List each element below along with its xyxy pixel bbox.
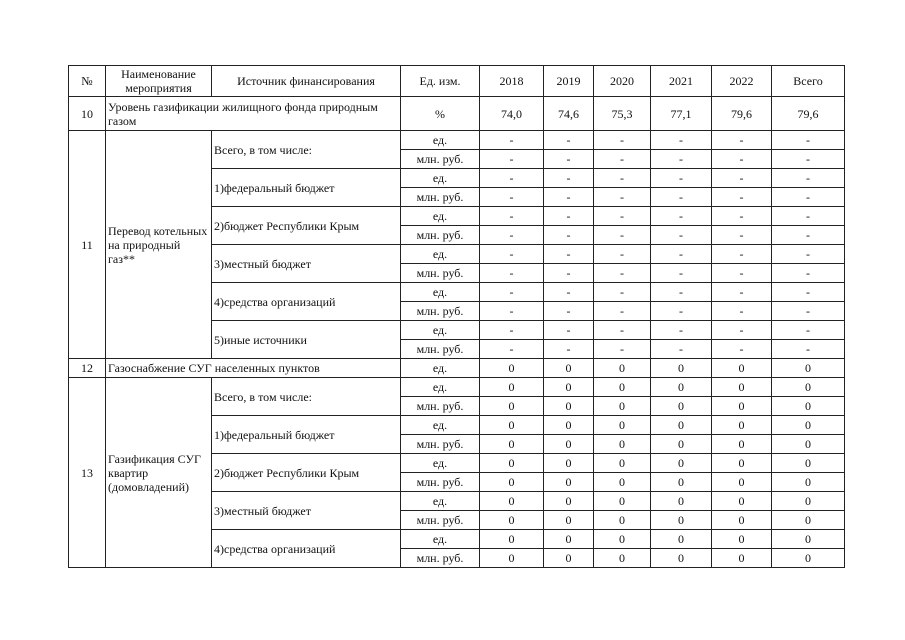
- value-cell: 74,0: [480, 97, 544, 131]
- value-cell: -: [594, 283, 651, 302]
- value-cell: 0: [712, 378, 772, 397]
- value-cell: 74,6: [544, 97, 594, 131]
- value-cell: -: [594, 245, 651, 264]
- header-unit: Ед. изм.: [401, 66, 480, 97]
- unit-cell: ед.: [401, 378, 480, 397]
- unit-cell: ед.: [401, 530, 480, 549]
- row-12: [69, 359, 845, 378]
- measure-name: Газоснабжение СУГ населенных пунктов: [106, 359, 401, 378]
- unit-cell: ед.: [401, 131, 480, 150]
- value-cell: 0: [651, 435, 712, 454]
- funding-source: Всего, в том числе:: [212, 131, 401, 169]
- value-cell: 0: [544, 378, 594, 397]
- value-cell: 0: [651, 416, 712, 435]
- unit-cell: млн. руб.: [401, 511, 480, 530]
- value-cell: 77,1: [651, 97, 712, 131]
- value-cell: 0: [544, 454, 594, 473]
- value-cell: 0: [651, 359, 712, 378]
- unit-cell: млн. руб.: [401, 302, 480, 321]
- funding-source: 1)федеральный бюджет: [212, 416, 401, 454]
- value-cell: 0: [480, 378, 544, 397]
- unit-cell: млн. руб.: [401, 226, 480, 245]
- value-cell: 0: [772, 473, 845, 492]
- value-cell: -: [544, 302, 594, 321]
- funding-source: 4)средства организаций: [212, 283, 401, 321]
- value-cell: 0: [651, 511, 712, 530]
- value-cell: 0: [544, 359, 594, 378]
- funding-source: Всего, в том числе:: [212, 378, 401, 416]
- header-year: 2022: [712, 66, 772, 97]
- value-cell: 0: [544, 473, 594, 492]
- header-name: Наименование мероприятия: [106, 66, 212, 97]
- row-13-block: [69, 378, 845, 568]
- unit-cell: ед.: [401, 169, 480, 188]
- value-cell: -: [651, 302, 712, 321]
- value-cell: 79,6: [712, 97, 772, 131]
- header-year: 2019: [544, 66, 594, 97]
- value-cell: 0: [594, 549, 651, 568]
- value-cell: 0: [712, 435, 772, 454]
- value-cell: 0: [594, 473, 651, 492]
- value-cell: -: [772, 340, 845, 359]
- value-cell: 0: [594, 359, 651, 378]
- value-cell: -: [480, 321, 544, 340]
- value-cell: -: [651, 245, 712, 264]
- value-cell: 0: [594, 397, 651, 416]
- value-cell: -: [544, 169, 594, 188]
- value-cell: 0: [772, 492, 845, 511]
- funding-source: 3)местный бюджет: [212, 245, 401, 283]
- value-cell: 0: [772, 378, 845, 397]
- header-total: Всего: [772, 66, 845, 97]
- measure-name: Газификация СУГ квартир (домовладений): [106, 378, 212, 568]
- unit-cell: ед.: [401, 207, 480, 226]
- unit-cell: млн. руб.: [401, 549, 480, 568]
- value-cell: -: [712, 169, 772, 188]
- value-cell: 0: [594, 454, 651, 473]
- value-cell: -: [651, 169, 712, 188]
- sub-row: [69, 378, 845, 397]
- unit-cell: ед.: [401, 492, 480, 511]
- value-cell: -: [544, 340, 594, 359]
- value-cell: 0: [772, 511, 845, 530]
- value-cell: -: [712, 150, 772, 169]
- value-cell: -: [712, 264, 772, 283]
- value-cell: 0: [651, 378, 712, 397]
- row-11-block: [69, 131, 845, 359]
- value-cell: -: [651, 264, 712, 283]
- unit-cell: млн. руб.: [401, 188, 480, 207]
- funding-source: 3)местный бюджет: [212, 492, 401, 530]
- funding-source: 2)бюджет Республики Крым: [212, 207, 401, 245]
- value-cell: 0: [544, 492, 594, 511]
- header-num: №: [69, 66, 106, 97]
- value-cell: 0: [712, 454, 772, 473]
- value-cell: 0: [712, 492, 772, 511]
- value-cell: -: [480, 207, 544, 226]
- unit-cell: млн. руб.: [401, 397, 480, 416]
- value-cell: -: [651, 283, 712, 302]
- value-cell: 0: [712, 549, 772, 568]
- value-cell: -: [772, 283, 845, 302]
- value-cell: -: [712, 226, 772, 245]
- value-cell: 0: [594, 530, 651, 549]
- unit-cell: ед.: [401, 359, 480, 378]
- row-number: 11: [69, 131, 106, 359]
- value-cell: -: [480, 264, 544, 283]
- header-year: 2021: [651, 66, 712, 97]
- value-cell: 0: [772, 416, 845, 435]
- unit-cell: млн. руб.: [401, 435, 480, 454]
- value-cell: 0: [712, 359, 772, 378]
- value-cell: -: [651, 226, 712, 245]
- value-cell: -: [544, 283, 594, 302]
- value-cell: -: [544, 131, 594, 150]
- value-cell: -: [480, 245, 544, 264]
- value-cell: 0: [480, 416, 544, 435]
- value-cell: 0: [594, 492, 651, 511]
- row-number: 13: [69, 378, 106, 568]
- value-cell: -: [544, 150, 594, 169]
- value-cell: 0: [480, 473, 544, 492]
- value-cell: 0: [480, 492, 544, 511]
- unit-cell: %: [401, 97, 480, 131]
- header-row: [69, 66, 845, 97]
- value-cell: -: [712, 188, 772, 207]
- value-cell: 0: [712, 511, 772, 530]
- value-cell: -: [712, 207, 772, 226]
- value-cell: -: [594, 207, 651, 226]
- value-cell: 0: [480, 397, 544, 416]
- value-cell: -: [712, 131, 772, 150]
- value-cell: -: [480, 226, 544, 245]
- value-cell: -: [772, 131, 845, 150]
- value-cell: -: [594, 321, 651, 340]
- header-year: 2018: [480, 66, 544, 97]
- row-number: 10: [69, 97, 106, 131]
- value-cell: -: [651, 131, 712, 150]
- value-cell: 0: [651, 397, 712, 416]
- financing-table: [68, 65, 845, 568]
- value-cell: 0: [712, 416, 772, 435]
- value-cell: 0: [594, 435, 651, 454]
- value-cell: -: [772, 302, 845, 321]
- row-number: 12: [69, 359, 106, 378]
- unit-cell: млн. руб.: [401, 150, 480, 169]
- header-year: 2020: [594, 66, 651, 97]
- value-cell: -: [712, 340, 772, 359]
- value-cell: 0: [544, 530, 594, 549]
- value-cell: -: [651, 321, 712, 340]
- value-cell: -: [594, 226, 651, 245]
- value-cell: 75,3: [594, 97, 651, 131]
- value-cell: -: [772, 226, 845, 245]
- value-cell: 0: [544, 549, 594, 568]
- value-cell: -: [772, 188, 845, 207]
- value-cell: 0: [544, 397, 594, 416]
- value-cell: -: [544, 264, 594, 283]
- measure-name: Перевод котельных на природный газ**: [106, 131, 212, 359]
- value-cell: 0: [594, 511, 651, 530]
- funding-source: 1)федеральный бюджет: [212, 169, 401, 207]
- measure-name: Уровень газификации жилищного фонда природным газом: [106, 97, 401, 131]
- value-cell: -: [772, 245, 845, 264]
- value-cell: -: [651, 207, 712, 226]
- value-cell: 0: [772, 359, 845, 378]
- value-cell: -: [712, 302, 772, 321]
- funding-source: 2)бюджет Республики Крым: [212, 454, 401, 492]
- header-source: Источник финансирования: [212, 66, 401, 97]
- value-cell: -: [651, 150, 712, 169]
- value-cell: -: [712, 321, 772, 340]
- value-cell: 0: [772, 549, 845, 568]
- value-cell: 0: [544, 511, 594, 530]
- value-cell: 0: [594, 416, 651, 435]
- value-cell: -: [772, 150, 845, 169]
- value-cell: -: [594, 169, 651, 188]
- value-cell: -: [594, 131, 651, 150]
- value-cell: 0: [772, 397, 845, 416]
- value-cell: 0: [651, 454, 712, 473]
- financing-table-page: [68, 65, 845, 568]
- value-cell: 0: [544, 435, 594, 454]
- value-cell: -: [480, 283, 544, 302]
- value-cell: -: [544, 245, 594, 264]
- value-cell: 0: [651, 549, 712, 568]
- value-cell: -: [594, 340, 651, 359]
- value-cell: 0: [480, 530, 544, 549]
- value-cell: -: [480, 131, 544, 150]
- value-cell: -: [594, 188, 651, 207]
- value-cell: 0: [544, 416, 594, 435]
- unit-cell: млн. руб.: [401, 340, 480, 359]
- value-cell: -: [480, 302, 544, 321]
- value-cell: -: [594, 264, 651, 283]
- unit-cell: ед.: [401, 283, 480, 302]
- funding-source: 4)средства организаций: [212, 530, 401, 568]
- unit-cell: ед.: [401, 454, 480, 473]
- value-cell: 0: [712, 530, 772, 549]
- value-cell: -: [544, 321, 594, 340]
- value-cell: -: [544, 226, 594, 245]
- unit-cell: млн. руб.: [401, 264, 480, 283]
- value-cell: 79,6: [772, 97, 845, 131]
- unit-cell: млн. руб.: [401, 473, 480, 492]
- unit-cell: ед.: [401, 321, 480, 340]
- value-cell: -: [480, 340, 544, 359]
- value-cell: 0: [651, 530, 712, 549]
- value-cell: 0: [651, 473, 712, 492]
- value-cell: -: [772, 321, 845, 340]
- value-cell: -: [651, 188, 712, 207]
- unit-cell: ед.: [401, 245, 480, 264]
- value-cell: -: [544, 188, 594, 207]
- sub-row: [69, 131, 845, 150]
- value-cell: -: [480, 169, 544, 188]
- value-cell: -: [544, 207, 594, 226]
- value-cell: -: [594, 302, 651, 321]
- value-cell: 0: [480, 359, 544, 378]
- value-cell: -: [772, 207, 845, 226]
- value-cell: -: [712, 283, 772, 302]
- value-cell: -: [480, 150, 544, 169]
- value-cell: -: [651, 340, 712, 359]
- unit-cell: ед.: [401, 416, 480, 435]
- value-cell: 0: [712, 473, 772, 492]
- value-cell: -: [772, 264, 845, 283]
- value-cell: 0: [480, 435, 544, 454]
- row-10: [69, 97, 845, 131]
- value-cell: 0: [772, 454, 845, 473]
- value-cell: -: [772, 169, 845, 188]
- value-cell: 0: [772, 435, 845, 454]
- value-cell: 0: [594, 378, 651, 397]
- value-cell: -: [480, 188, 544, 207]
- value-cell: 0: [480, 454, 544, 473]
- value-cell: 0: [651, 492, 712, 511]
- value-cell: 0: [772, 530, 845, 549]
- funding-source: 5)иные источники: [212, 321, 401, 359]
- value-cell: 0: [480, 549, 544, 568]
- value-cell: -: [712, 245, 772, 264]
- value-cell: -: [594, 150, 651, 169]
- value-cell: 0: [712, 397, 772, 416]
- value-cell: 0: [480, 511, 544, 530]
